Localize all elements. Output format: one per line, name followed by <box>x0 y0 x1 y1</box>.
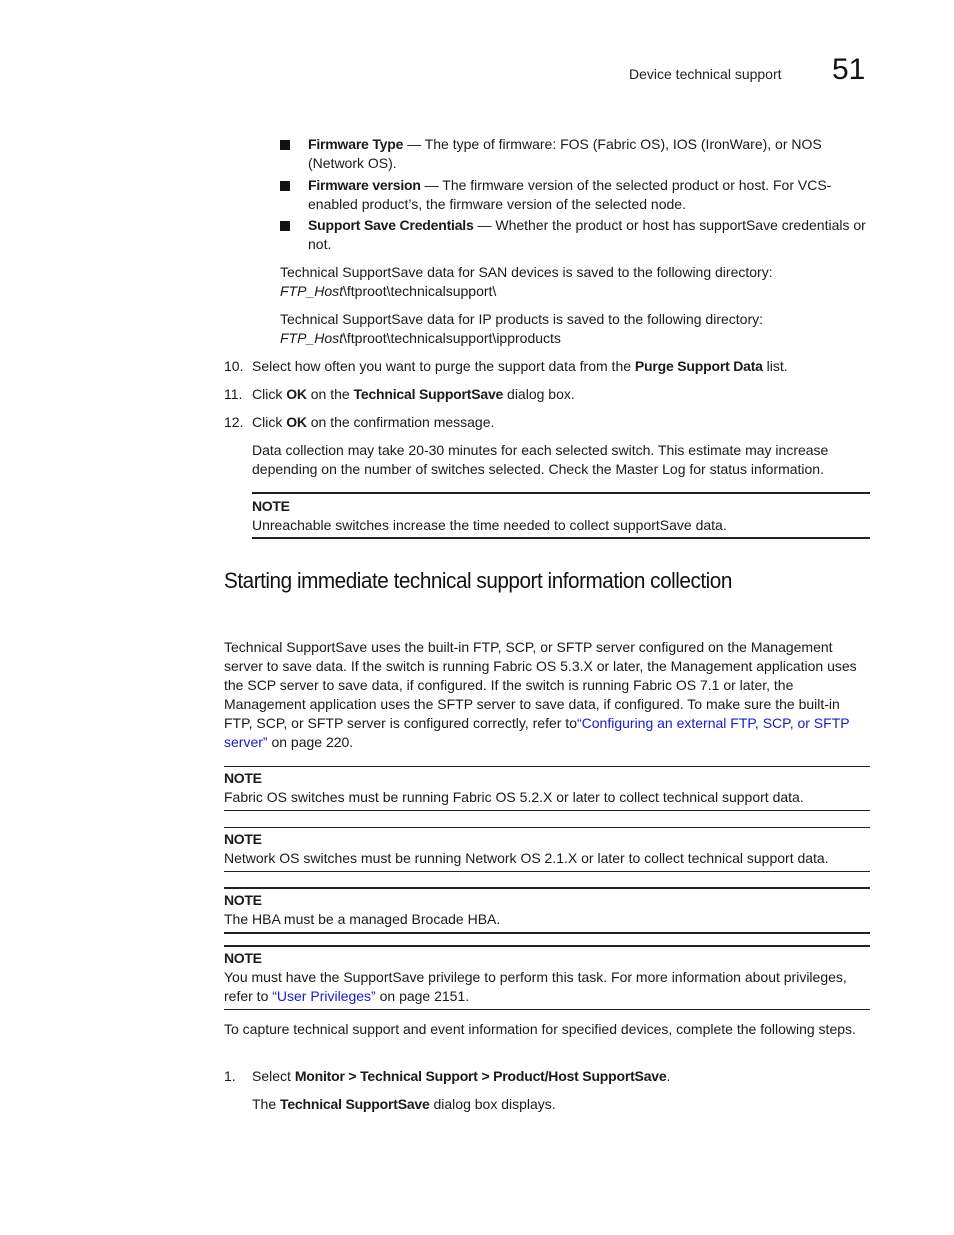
note-text: Network OS switches must be running Network OS 2.1.X or later to collect technical support data. <box>224 850 829 866</box>
note-bottom-rule <box>224 932 870 934</box>
note-top-rule <box>252 492 870 494</box>
bullet-marker <box>280 221 290 231</box>
note-label: NOTE <box>224 770 262 786</box>
bullet-text: — The firmware version of the selected product or host. For VCS-enabled product’s, the firmware version of the selected node. <box>308 177 832 212</box>
ip-directory-path: FTP_Host\ftproot\technicalsupport\ipproducts <box>280 330 561 346</box>
note-label: NOTE <box>224 892 262 908</box>
configuring-ftp-link[interactable]: “Configuring an external FTP, SCP, or SFTP server” <box>224 715 850 750</box>
note-bottom-rule <box>224 871 870 872</box>
note-top-rule <box>224 945 870 947</box>
step-1: Select Monitor > Technical Support > Product/Host SupportSave. <box>252 1068 671 1084</box>
collection-time-paragraph: Data collection may take 20-30 minutes for each selected switch. This estimate may increase depending on the number of switches selected. Check the Master Log for status information. <box>252 442 829 477</box>
step-12: Click OK on the confirmation message. <box>252 414 495 430</box>
note-bottom-rule <box>252 537 870 539</box>
note-text: Fabric OS switches must be running Fabric OS 5.2.X or later to collect technical support data. <box>224 789 804 805</box>
chapter-number: 51 <box>832 53 866 86</box>
intro-paragraph: Technical SupportSave uses the built-in FTP, SCP, or SFTP server configured on the Management server to save data. If the switch is running Fabric OS 5.3.X or later, the Management application uses the SCP server to save data, if configured. If the switch is running Fabric OS 7.1 or later, the Management application uses the SFTP server to save data, if configured. To make sure the built-in FTP, SCP, or SFTP server is configured correctly, refer to“Configuring an external FTP, SCP, or SFTP server” on page 220. <box>224 639 857 750</box>
san-directory-path: FTP_Host\ftproot\technicalsupport\ <box>280 283 497 299</box>
bullet-item-firmware-type <box>308 135 870 173</box>
note-bottom-rule <box>224 810 870 811</box>
san-directory-intro: Technical SupportSave data for SAN devices is saved to the following directory: <box>280 264 773 280</box>
note-bottom-rule <box>224 1009 870 1010</box>
san-directory-paragraph <box>280 263 870 301</box>
bullet-item-firmware-version <box>308 176 870 214</box>
note-fabric-os <box>224 769 870 807</box>
bullet-text: — The type of firmware: FOS (Fabric OS), IOS (IronWare), or NOS (Network OS). <box>308 136 822 171</box>
bullet-text: — Whether the product or host has supportSave credentials or not. <box>308 217 866 252</box>
bullet-marker <box>280 140 290 150</box>
note-text: The HBA must be a managed Brocade HBA. <box>224 911 501 927</box>
note-text: You must have the SupportSave privilege to perform this task. For more information about privileges, refer to “User Privileges” on page 2151. <box>224 969 847 1004</box>
step-number: 12. <box>224 414 244 430</box>
note-privilege <box>224 949 870 1006</box>
ip-directory-paragraph <box>280 310 870 348</box>
bullet-label: Firmware version <box>308 177 421 193</box>
step-number: 11. <box>224 386 243 402</box>
running-header: Device technical support <box>629 66 782 82</box>
note-top-rule <box>224 827 870 828</box>
bullet-label: Firmware Type <box>308 136 404 152</box>
bullet-label: Support Save Credentials <box>308 217 474 233</box>
step-11: Click OK on the Technical SupportSave dialog box. <box>252 386 575 402</box>
note-top-rule <box>224 766 870 767</box>
note-text: Unreachable switches increase the time needed to collect supportSave data. <box>252 517 727 533</box>
step-1-result: The Technical SupportSave dialog box displays. <box>252 1096 556 1112</box>
note-top-rule <box>224 887 870 889</box>
user-privileges-link[interactable]: “User Privileges” <box>272 988 376 1004</box>
capture-intro-paragraph: To capture technical support and event information for specified devices, complete the following steps. <box>224 1021 856 1037</box>
note-network-os <box>224 830 870 868</box>
bullet-marker <box>280 181 290 191</box>
note-label: NOTE <box>252 498 290 514</box>
step-10: Select how often you want to purge the support data from the Purge Support Data list. <box>252 358 788 374</box>
bullet-item-support-save-credentials <box>308 216 870 254</box>
section-heading: Starting immediate technical support information collection <box>224 568 732 593</box>
note-label: NOTE <box>224 950 262 966</box>
step-number: 1. <box>224 1068 236 1084</box>
ip-directory-intro: Technical SupportSave data for IP products is saved to the following directory: <box>280 311 764 327</box>
note-hba <box>224 891 870 929</box>
step-number: 10. <box>224 358 244 374</box>
note-unreachable <box>252 497 870 535</box>
note-label: NOTE <box>224 831 262 847</box>
